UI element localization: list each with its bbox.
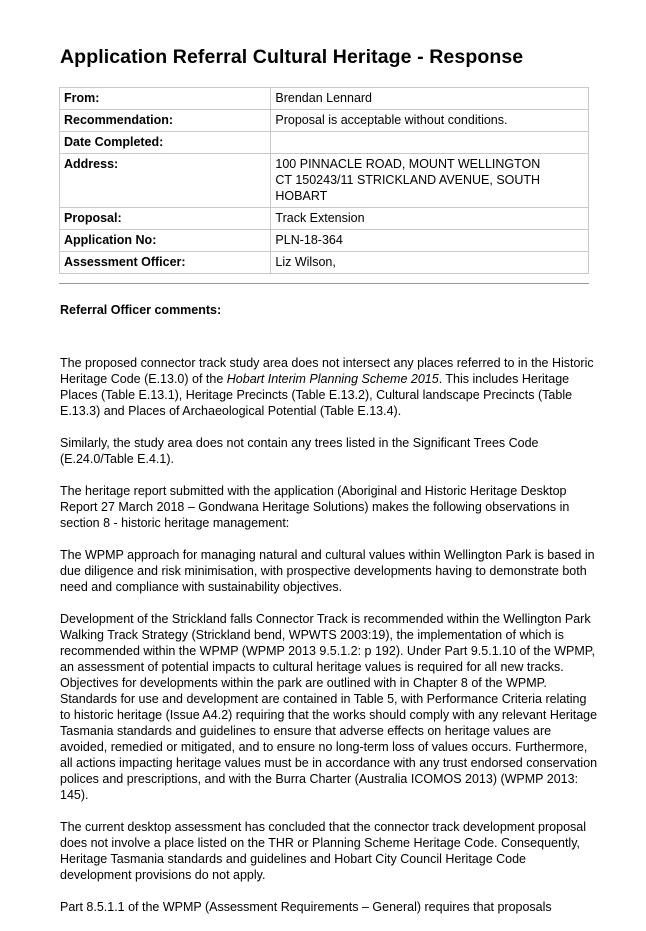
from-label: From: xyxy=(60,88,271,110)
table-row xyxy=(60,230,589,252)
comments-body xyxy=(60,355,600,931)
proposal-label: Proposal: xyxy=(60,208,271,230)
table-row xyxy=(60,208,589,230)
paragraph: Part 8.5.1.1 of the WPMP (Assessment Requirements – General) requires that proposals xyxy=(60,900,552,914)
application-no-value: PLN-18-364 xyxy=(271,230,589,252)
recommendation-label: Recommendation: xyxy=(60,110,271,132)
paragraph-text: The proposed connector track study area does not intersect any places referred to in the Historic Heritage Code (E.13.0) of the xyxy=(60,356,594,386)
paragraph: The heritage report submitted with the application (Aboriginal and Historic Heritage Desktop Report 27 March 2018 – Gondwana Heritage Solutions) makes the following observations in section 8 - historic heritage management: xyxy=(60,484,570,530)
assessment-officer-label: Assessment Officer: xyxy=(60,252,271,274)
address-line: 100 PINNACLE ROAD, MOUNT WELLINGTON xyxy=(275,157,541,171)
assessment-officer-value: Liz Wilson, xyxy=(271,252,589,274)
paragraph xyxy=(60,355,600,419)
date-completed-label: Date Completed: xyxy=(60,132,271,154)
scheme-title: Hobart Interim Planning Scheme 2015 xyxy=(226,372,439,386)
proposal-value: Track Extension xyxy=(271,208,589,230)
paragraph-text: . This includes Heritage Places (Table E.13.1), Heritage Precincts (Table E.13.2), Cultural landscape Precincts (Table E.13.3) and Places of Archaeological Potential (Table E.13.4). xyxy=(60,372,573,418)
recommendation-value: Proposal is acceptable without conditions. xyxy=(271,110,589,132)
paragraph: Similarly, the study area does not contain any trees listed in the Significant Trees Code (E.24.0/Table E.4.1). xyxy=(60,436,539,466)
paragraph: Development of the Strickland falls Connector Track is recommended within the Wellington Park Walking Track Strategy (Strickland bend, WPWTS 2003:19), the implementation of which is recommended within the WPMP (WPMP 2013 9.5.1.2: p 192). Under Part 9.5.1.10 of the WPMP, an assessment of potential impacts to cultural heritage values is required for all new tracks. Objectives for developments within the park are outlined with in Chapter 8 of the WPMP. Standards for use and development are contained in Table 5, with Performance Criteria relating to historic heritage (Issue A4.2) requiring that the works should comply with any relevant Heritage Tasmania standards and guidelines to ensure that adverse effects on heritage values are avoided, remedied or mitigated, and to ensure no long-term loss of values occurs. Furthermore, all actions impacting heritage values must be in accordance with any trust endorsed conservation polices and prescriptions, and with the Burra Charter (Australia ICOMOS 2013) (WPMP 2013: 145). xyxy=(60,612,598,802)
table-row xyxy=(60,252,589,274)
table-row xyxy=(60,132,589,154)
paragraph: The current desktop assessment has concluded that the connector track development proposal does not involve a place listed on the THR or Planning Scheme Heritage Code. Consequently, Heritage Tasmania standards and guidelines and Hobart City Council Heritage Code development provisions do not apply. xyxy=(60,820,586,882)
application-no-label: Application No: xyxy=(60,230,271,252)
table-row xyxy=(60,88,589,110)
address-line: CT 150243/11 STRICKLAND AVENUE, SOUTH xyxy=(275,173,541,187)
page-title: Application Referral Cultural Heritage - Response xyxy=(60,46,524,68)
address-value xyxy=(271,154,589,208)
address-label: Address: xyxy=(60,154,271,208)
comments-heading: Referral Officer comments: xyxy=(60,303,222,317)
paragraph: The WPMP approach for managing natural and cultural values within Wellington Park is based in due diligence and risk minimisation, with prospective developments having to demonstrate both need and compliance with sustainability objectives. xyxy=(60,548,595,594)
from-value: Brendan Lennard xyxy=(271,88,589,110)
section-divider xyxy=(59,283,589,284)
date-completed-value xyxy=(271,132,589,154)
address-line: HOBART xyxy=(275,189,328,203)
details-table xyxy=(59,87,589,274)
table-row xyxy=(60,154,589,208)
table-row xyxy=(60,110,589,132)
